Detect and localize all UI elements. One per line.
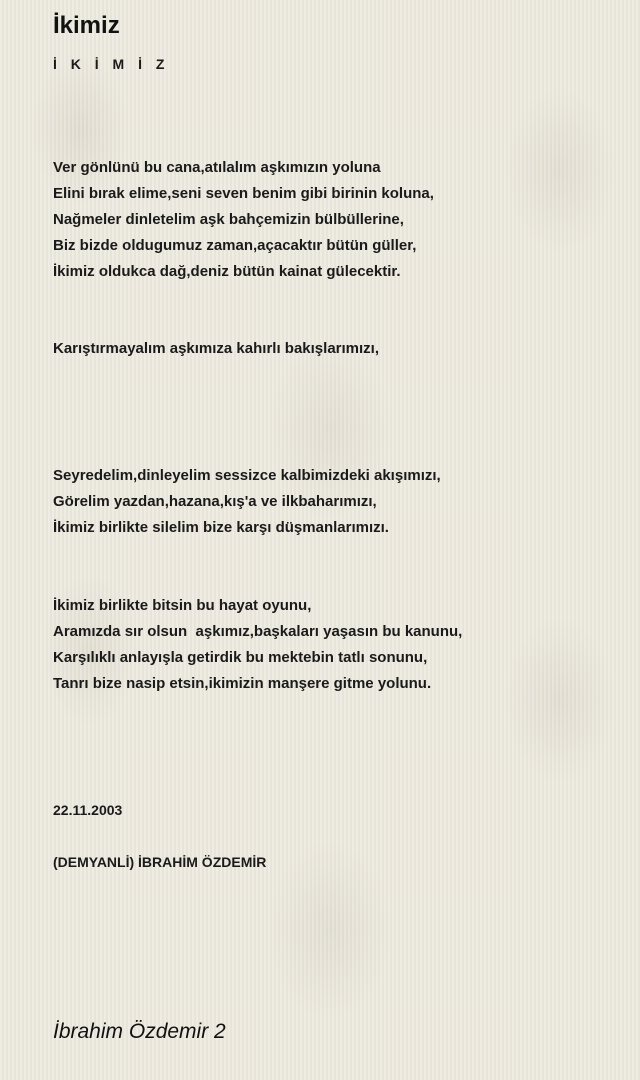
poem-line: Elini bırak elime,seni seven benim gibi birinin koluna,: [53, 185, 434, 202]
poem-author: (DEMYANLİ) İBRAHİM ÖZDEMİR: [53, 854, 267, 870]
poem-line: Tanrı bize nasip etsin,ikimizin manşere gitme yolunu.: [53, 675, 432, 692]
poem-line: Nağmeler dinletelim aşk bahçemizin bülbüllerine,: [53, 211, 404, 228]
poem-line: Görelim yazdan,hazana,kış'a ve ilkbaharımızı,: [53, 493, 377, 510]
poem-line: İkimiz birlikte silelim bize karşı düşmanlarımızı.: [53, 519, 389, 536]
poem-line: Karşılıklı anlayışla getirdik bu mektebin tatlı sonunu,: [53, 649, 428, 666]
poem-line: Karıştırmayalım aşkımıza kahırlı bakışlarımızı,: [53, 340, 380, 357]
poem-line: Biz bizde oldugumuz zaman,açacaktır bütün güller,: [53, 237, 417, 254]
stanza-4: [53, 541, 462, 749]
stanza-2: [53, 284, 379, 414]
poem-line: İkimiz birlikte bitsin bu hayat oyunu,: [53, 597, 312, 614]
poem-line: Ver gönlünü bu cana,atılalım aşkımızın yoluna: [53, 159, 381, 176]
poem-line: Seyredelim,dinleyelim sessizce kalbimizdeki akışımızı,: [53, 467, 441, 484]
author-signature: İbrahim Özdemir 2: [53, 1020, 226, 1043]
poem-date: 22.11.2003: [53, 802, 123, 818]
poem-subtitle: İ K İ M İ Z: [53, 56, 170, 72]
poem-line: Aramızda sır olsun aşkımız,başkaları yaşasın bu kanunu,: [53, 623, 463, 640]
poem-title: İkimiz: [53, 12, 120, 39]
poem-line: İkimiz oldukca dağ,deniz bütün kainat gülecektir.: [53, 263, 401, 280]
